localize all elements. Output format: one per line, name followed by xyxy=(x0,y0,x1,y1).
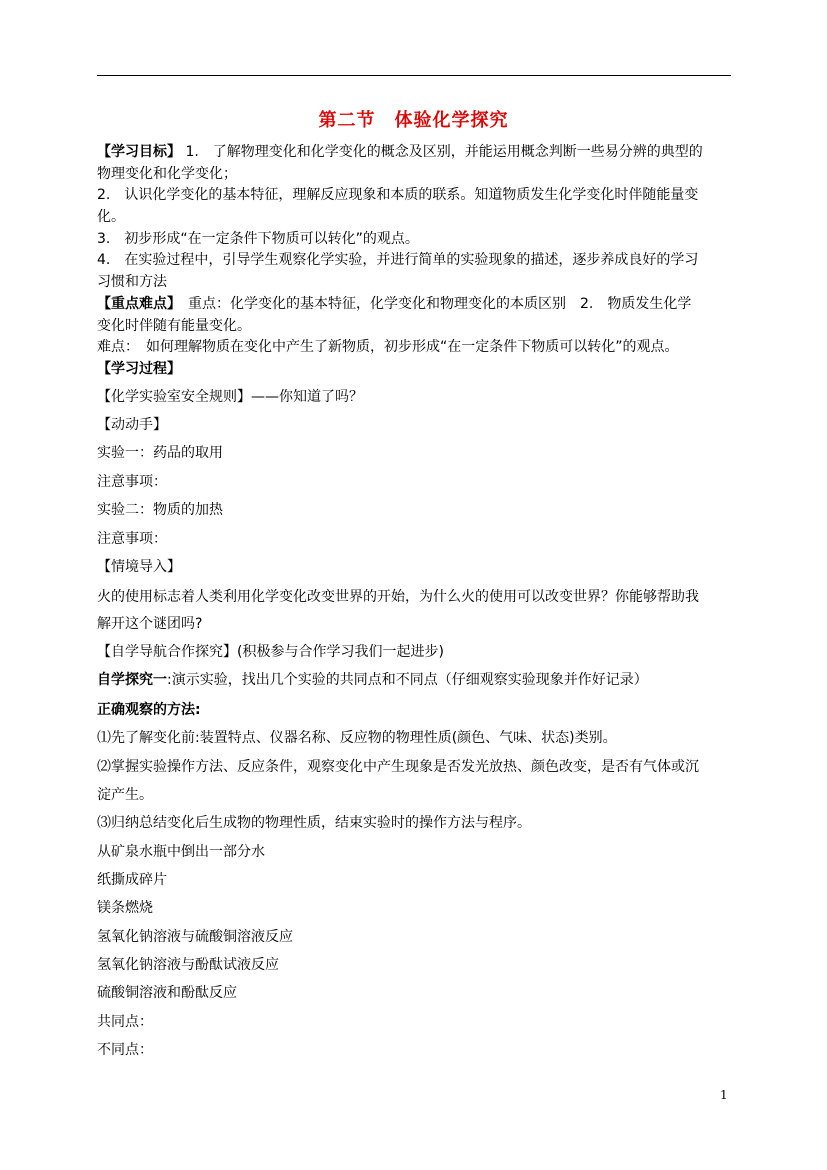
experiment-1: 实验一：药品的取用 xyxy=(97,445,223,461)
hands-on-heading: 【动动手】 xyxy=(97,417,167,433)
experiment-item-6: 硫酸铜溶液和酚酞反应 xyxy=(97,985,237,1001)
key-text-1: 重点：化学变化的基本特征，化学变化和物理变化的本质区别 2. 物质发生化学 xyxy=(188,296,692,312)
goals-line-2b: 化。 xyxy=(97,209,125,225)
experiment-item-2: 纸撕成碎片 xyxy=(97,872,167,888)
goals-line-4b: 习惯和方法 xyxy=(97,274,167,290)
explore-text: :演示实验，找出几个实验的共同点和不同点（仔细观察实验现象并作好记录） xyxy=(167,672,648,688)
goals-line-4: 4. 在实验过程中，引导学生观察化学实验，并进行简单的实验现象的描述，逐步养成良好的学习 xyxy=(97,252,699,268)
explore-label: 自学探究一 xyxy=(97,672,167,688)
scene-heading: 【情境导入】 xyxy=(97,559,181,575)
safety-rules: 【化学实验室安全规则】——你知道了吗？ xyxy=(97,389,363,405)
experiment-item-4: 氢氧化钠溶液与硫酸铜溶液反应 xyxy=(97,929,293,945)
goals-label: 【学习目标】 xyxy=(97,144,181,160)
goals-line-1b: 物理变化和化学变化； xyxy=(97,166,237,182)
experiment-item-1: 从矿泉水瓶中倒出一部分水 xyxy=(97,844,265,860)
goals-text-1: 1. 了解物理变化和化学变化的概念及区别，并能运用概念判断一些易分辨的典型的 xyxy=(185,144,703,160)
notes-1: 注意事项： xyxy=(97,474,167,490)
scene-line-1: 火的使用标志着人类利用化学变化改变世界的开始，为什么火的使用可以改变世界？你能够帮助我 xyxy=(97,589,699,605)
scene-line-2: 解开这个谜团吗? xyxy=(97,616,203,632)
method-2b: 淀产生。 xyxy=(97,787,153,803)
method-3: ⑶归纳总结变化后生成物的物理性质，结束实验时的操作方法与程序。 xyxy=(97,815,531,831)
process-label: 【学习过程】 xyxy=(97,361,181,377)
page-title: 第二节 体验化学探究 xyxy=(318,110,509,131)
explore-line xyxy=(97,670,737,690)
goals-line-1 xyxy=(97,142,737,162)
experiment-item-3: 镁条燃烧 xyxy=(97,900,153,916)
method-2: ⑵掌握实验操作方法、反应条件，观察变化中产生现象是否发光放热、颜色改变，是否有气体或沉 xyxy=(97,759,699,775)
experiment-item-5: 氢氧化钠溶液与酚酞试液反应 xyxy=(97,957,279,973)
header-rule xyxy=(97,75,731,76)
goals-line-3: 3. 初步形成“在一定条件下物质可以转化”的观点。 xyxy=(97,231,419,247)
self-study-heading: 【自学导航合作探究】(积极参与合作学习我们一起进步) xyxy=(97,644,444,660)
experiment-2: 实验二：物质的加热 xyxy=(97,502,223,518)
key-line-2: 难点： 如何理解物质在变化中产生了新物质，初步形成“在一定条件下物质可以转化”的观点。 xyxy=(97,339,679,355)
goals-line-2: 2. 认识化学变化的基本特征，理解反应现象和本质的联系。知道物质发生化学变化时伴随能量变 xyxy=(97,187,699,203)
key-line-1b: 变化时伴随有能量变化。 xyxy=(97,318,251,334)
key-line-1 xyxy=(97,294,737,314)
key-label: 【重点难点】 xyxy=(97,296,174,312)
common-points: 共同点： xyxy=(97,1014,153,1030)
page-number: 1 xyxy=(720,1088,728,1102)
notes-2: 注意事项： xyxy=(97,531,167,547)
method-1: ⑴先了解变化前:装置特点、仪器名称、反应物的物理性质(颜色、气味、状态)类别。 xyxy=(97,730,617,746)
different-points: 不同点： xyxy=(97,1042,153,1058)
method-heading: 正确观察的方法: xyxy=(97,702,201,718)
